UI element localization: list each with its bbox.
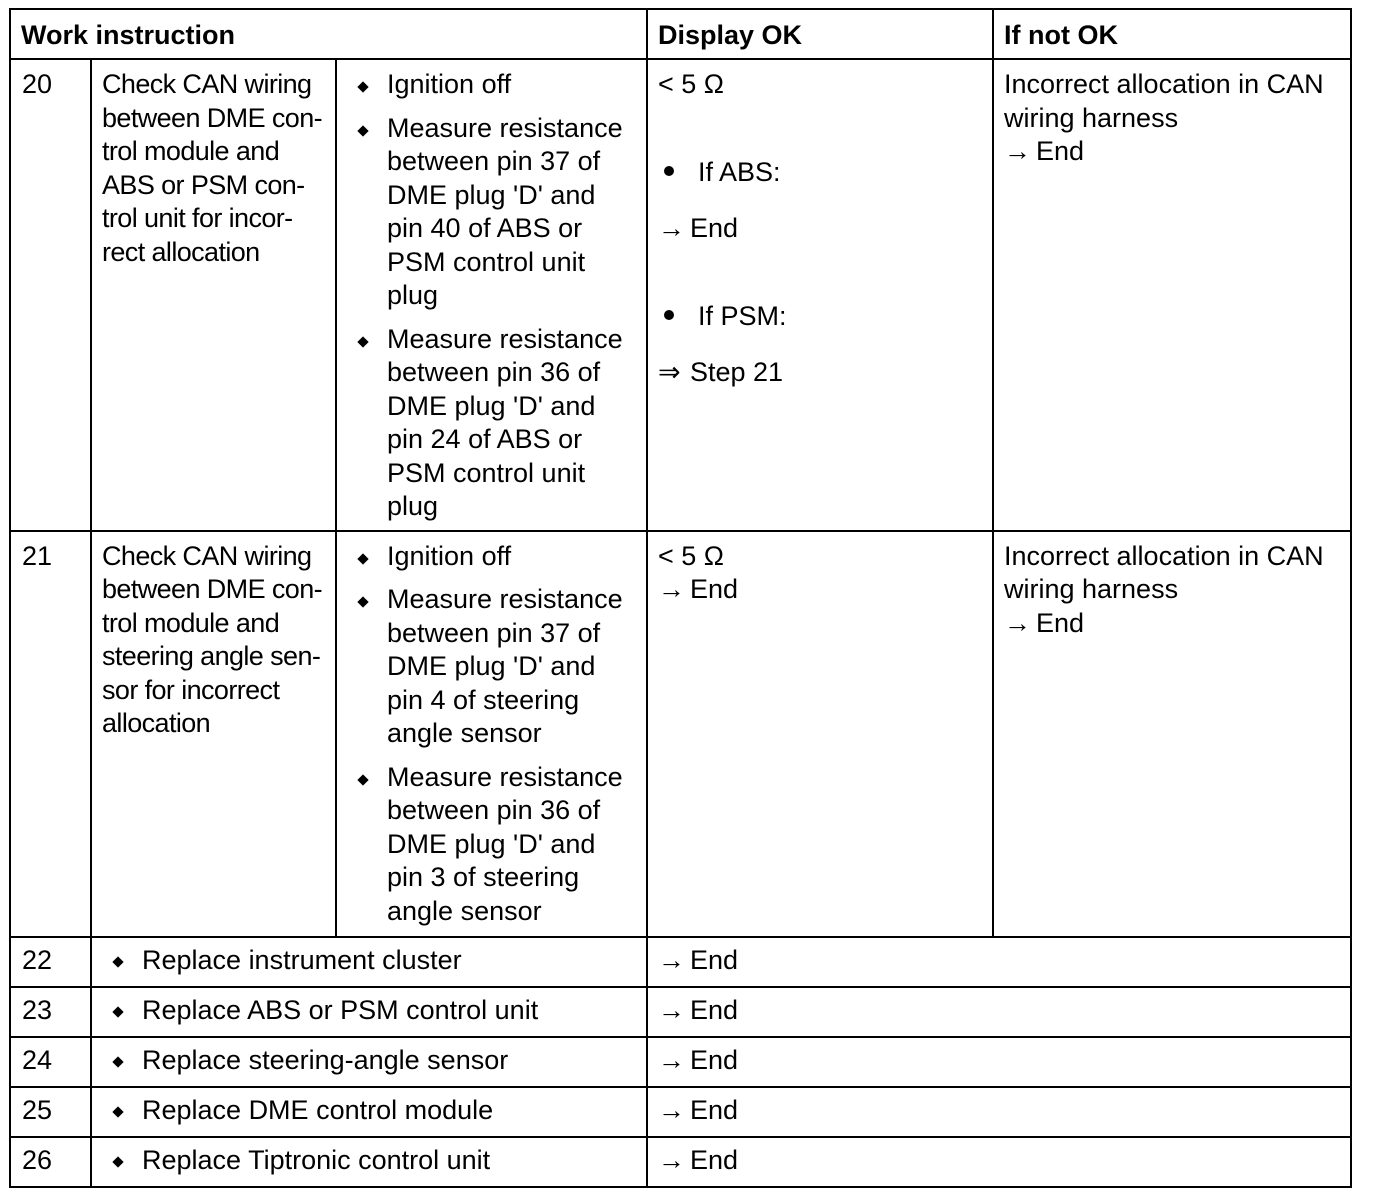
diamond-bullet-icon [357,336,368,347]
right-arrow-icon: → [1004,607,1031,638]
right-arrow-icon: → [1004,136,1031,166]
list-item: Measure resistance between pin 37 of DME plug 'D' and pin 40 of ABS or PSM control unit plug [347,112,636,313]
step-number: 26 [10,1137,91,1187]
ok-value: < 5 Ω [658,540,724,571]
dot-bullet-icon [664,166,674,176]
list-item: Ignition off [347,68,636,102]
table-row [10,987,1351,1037]
step-title: Check CAN wiring between DME con- trol module and steering angle sen- sor for incorrect allocation [91,531,336,937]
right-arrow-icon: → [658,1044,685,1075]
step-number: 20 [10,59,91,531]
case-abs-result: → End [658,212,982,246]
diamond-bullet-icon [112,1156,123,1167]
step-action: Replace steering-angle sensor [91,1037,647,1087]
step-actions [336,59,647,531]
diamond-bullet-icon [357,125,368,136]
display-ok-cell: < 5 Ω → End [647,531,993,937]
list-item: Measure resistance between pin 37 of DME plug 'D' and pin 4 of steering angle sensor [347,583,636,751]
diamond-bullet-icon [112,1006,123,1017]
table-header-row [10,9,1351,59]
case-abs: If ABS: [658,156,982,190]
diamond-bullet-icon [357,774,368,785]
diamond-bullet-icon [112,956,123,967]
dot-bullet-icon [664,310,674,320]
table-row [10,1037,1351,1087]
if-not-ok-cell: Incorrect allocation in CAN wiring harness → End [993,531,1351,937]
step-result: → End [647,987,1351,1037]
step-action: Replace ABS or PSM control unit [91,987,647,1037]
table-row [10,1137,1351,1187]
table-row [10,1087,1351,1137]
diamond-bullet-icon [357,596,368,607]
diamond-bullet-icon [357,81,368,92]
step-result: → End [647,937,1351,987]
step-number: 21 [10,531,91,937]
right-arrow-icon: → [658,574,685,604]
right-arrow-icon: → [658,213,685,243]
header-if-not-ok: If not OK [993,9,1351,59]
ok-value: < 5 Ω [658,69,724,99]
step-action: Replace instrument cluster [91,937,647,987]
display-ok-cell [647,59,993,531]
step-number: 25 [10,1087,91,1137]
case-psm-result: ⇒ Step 21 [658,356,982,390]
step-title: Check CAN wiring between DME con- trol module and ABS or PSM con- trol unit for incor- rect allocation [91,59,336,531]
right-arrow-icon: → [658,944,685,975]
step-result: → End [647,1087,1351,1137]
case-psm: If PSM: [658,300,982,334]
right-arrow-icon: → [658,994,685,1025]
list-item: Measure resistance between pin 36 of DME plug 'D' and pin 24 of ABS or PSM control unit plug [347,323,636,524]
step-actions [336,531,647,937]
table-row [10,937,1351,987]
step-number: 23 [10,987,91,1037]
list-item: Measure resistance between pin 36 of DME plug 'D' and pin 3 of steering angle sensor [347,761,636,929]
right-arrow-icon: → [658,1144,685,1175]
step-action: Replace Tiptronic control unit [91,1137,647,1187]
right-arrow-icon: → [658,1094,685,1125]
if-not-ok-cell: Incorrect allocation in CAN wiring harness → End [993,59,1351,531]
step-action: Replace DME control module [91,1087,647,1137]
list-item: Ignition off [347,540,636,574]
diamond-bullet-icon [357,553,368,564]
step-result: → End [647,1037,1351,1087]
work-instruction-table [9,8,1352,1188]
header-work-instruction: Work instruction [10,9,647,59]
diamond-bullet-icon [112,1056,123,1067]
step-number: 24 [10,1037,91,1087]
table-row [10,59,1351,531]
step-number: 22 [10,937,91,987]
diamond-bullet-icon [112,1106,123,1117]
step-result: → End [647,1137,1351,1187]
table-row [10,531,1351,937]
header-display-ok: Display OK [647,9,993,59]
double-arrow-icon: ⇒ [658,357,681,387]
